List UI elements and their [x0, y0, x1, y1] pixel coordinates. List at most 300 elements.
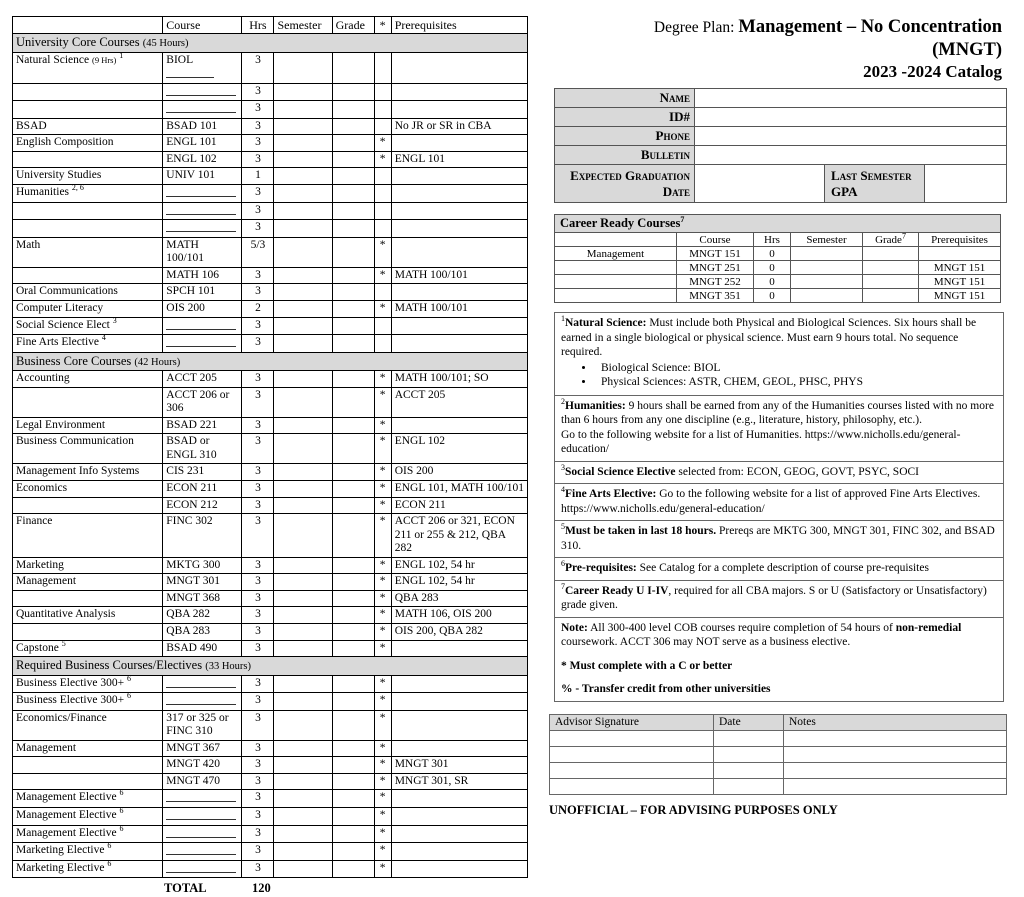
course-prerequisites [391, 825, 527, 843]
course-grade-field[interactable] [332, 464, 374, 481]
course-hours: 3 [242, 808, 274, 826]
career-ready-prerequisites: MNGT 151 [919, 261, 1001, 275]
course-area-label [13, 773, 163, 790]
course-asterisk [374, 118, 391, 135]
career-ready-col-header: Hrs [754, 233, 791, 247]
course-hours: 3 [242, 790, 274, 808]
major-title: Management – No Concentration [738, 17, 1002, 37]
course-grade-field[interactable] [332, 335, 374, 353]
last-semester-gpa-field[interactable] [925, 165, 1007, 203]
course-semester-field[interactable] [274, 740, 332, 757]
course-hours: 3 [242, 757, 274, 774]
course-hours: 3 [242, 640, 274, 657]
course-code[interactable]: MKTG 300 [163, 557, 242, 574]
advisor-signature-field[interactable] [550, 730, 714, 746]
advisor-signature-table [549, 714, 1007, 795]
plan-col-header: * [374, 17, 391, 34]
course-hours: 3 [242, 387, 274, 417]
career-ready-hours: 0 [754, 247, 791, 261]
course-area-label: Marketing Elective $^6$ [13, 843, 163, 861]
career-ready-title-row [555, 215, 1001, 233]
course-asterisk: * [374, 151, 391, 168]
course-grade-field[interactable] [332, 693, 374, 711]
career-ready-area [555, 261, 677, 275]
course-prerequisites: ACCT 205 [391, 387, 527, 417]
course-grade-field[interactable] [332, 773, 374, 790]
course-code[interactable]: BIOL [163, 52, 242, 83]
course-prerequisites [391, 808, 527, 826]
course-prerequisites: ENGL 102, 54 hr [391, 557, 527, 574]
course-semester-field[interactable] [274, 825, 332, 843]
bulletin-field[interactable] [695, 146, 1007, 165]
student-info-table [554, 88, 1007, 203]
course-grade-field[interactable] [332, 514, 374, 558]
course-code[interactable] [163, 202, 242, 220]
course-prerequisites [391, 220, 527, 238]
advisor-notes-field[interactable] [784, 746, 1007, 762]
phone-label: Phone [555, 127, 695, 146]
course-grade-field[interactable] [332, 607, 374, 624]
course-code[interactable]: BSAD or ENGL 310 [163, 434, 242, 464]
course-code[interactable]: ENGL 102 [163, 151, 242, 168]
course-hours: 3 [242, 151, 274, 168]
catalog-year: 2023 -2024 Catalog [863, 62, 1002, 82]
course-semester-field[interactable] [274, 267, 332, 284]
footnote-3-body: selected from: ECON, GEOG, GOVT, PSYC, SOCI [675, 465, 920, 478]
career-ready-grade-field[interactable] [863, 289, 919, 303]
course-hours: 3 [242, 135, 274, 152]
plan-course-row [13, 434, 528, 464]
plan-course-row [13, 557, 528, 574]
course-asterisk: * [374, 693, 391, 711]
course-area-label [13, 497, 163, 514]
plan-course-row [13, 574, 528, 591]
course-semester-field[interactable] [274, 480, 332, 497]
course-semester-field[interactable] [274, 675, 332, 693]
course-area-label: Natural Science (9 Hrs) $^1$ [13, 52, 163, 83]
plan-course-row [13, 464, 528, 481]
course-asterisk: * [374, 590, 391, 607]
career-ready-col-header: Grade$^7$ [863, 233, 919, 247]
course-asterisk: * [374, 825, 391, 843]
advisor-col-header: Date [714, 714, 784, 730]
course-prerequisites: MNGT 301, SR [391, 773, 527, 790]
course-area-label: Oral Communications [13, 284, 163, 301]
course-code[interactable] [163, 808, 242, 826]
course-semester-field[interactable] [274, 371, 332, 388]
course-asterisk: * [374, 135, 391, 152]
career-ready-semester-field[interactable] [791, 275, 863, 289]
phone-field[interactable] [695, 127, 1007, 146]
course-grade-field[interactable] [332, 790, 374, 808]
course-code[interactable]: CIS 231 [163, 464, 242, 481]
footnote-4 [554, 483, 1004, 520]
course-area-label [13, 624, 163, 641]
advisor-row [550, 762, 1007, 778]
course-prerequisites [391, 710, 527, 740]
career-ready-prerequisites [919, 247, 1001, 261]
course-semester-field[interactable] [274, 202, 332, 220]
course-semester-field[interactable] [274, 860, 332, 878]
course-code[interactable]: MNGT 420 [163, 757, 242, 774]
course-hours: 3 [242, 710, 274, 740]
career-ready-grade-field[interactable] [863, 261, 919, 275]
unofficial-footer: UNOFFICIAL – FOR ADVISING PURPOSES ONLY [549, 802, 838, 817]
plan-col-header: Semester [274, 17, 332, 34]
course-area-label: Marketing Elective $^6$ [13, 860, 163, 878]
plan-course-row [13, 300, 528, 317]
course-semester-field[interactable] [274, 590, 332, 607]
course-grade-field[interactable] [332, 202, 374, 220]
course-grade-field[interactable] [332, 740, 374, 757]
plan-section-header [13, 657, 528, 675]
plan-course-row [13, 624, 528, 641]
footnote-7-title: Career Ready U I-IV [565, 584, 669, 597]
course-semester-field[interactable] [274, 118, 332, 135]
course-grade-field[interactable] [332, 480, 374, 497]
advisor-notes-field[interactable] [784, 762, 1007, 778]
advisor-notes-field[interactable] [784, 778, 1007, 794]
course-area-label [13, 757, 163, 774]
plan-course-row [13, 693, 528, 711]
course-hours: 3 [242, 860, 274, 878]
advisor-date-field[interactable] [714, 746, 784, 762]
course-prerequisites: ENGL 101 [391, 151, 527, 168]
course-semester-field[interactable] [274, 52, 332, 83]
course-grade-field[interactable] [332, 808, 374, 826]
advisor-signature-field[interactable] [550, 778, 714, 794]
course-code[interactable]: ECON 212 [163, 497, 242, 514]
course-prerequisites: ECON 211 [391, 497, 527, 514]
section-title: Business Core Courses (42 Hours) [13, 352, 528, 370]
plan-course-row [13, 284, 528, 301]
plan-course-row [13, 135, 528, 152]
course-code[interactable]: FINC 302 [163, 514, 242, 558]
course-grade-field[interactable] [332, 151, 374, 168]
course-semester-field[interactable] [274, 185, 332, 203]
course-grade-field[interactable] [332, 434, 374, 464]
course-grade-field[interactable] [332, 825, 374, 843]
course-prerequisites [391, 237, 527, 267]
course-hours: 3 [242, 83, 274, 101]
course-semester-field[interactable] [274, 790, 332, 808]
course-semester-field[interactable] [274, 284, 332, 301]
footnote-4-body: Go to the following website for a list of approved Fine Arts Electives. [656, 488, 981, 501]
career-ready-semester-field[interactable] [791, 261, 863, 275]
career-ready-semester-field[interactable] [791, 289, 863, 303]
footnote-1-bullet-biological: • Biological Science: BIOL [595, 361, 997, 375]
course-area-label [13, 83, 163, 101]
course-asterisk: * [374, 773, 391, 790]
advisor-col-header: Advisor Signature [550, 714, 714, 730]
course-prerequisites [391, 135, 527, 152]
course-grade-field[interactable] [332, 284, 374, 301]
course-grade-field[interactable] [332, 135, 374, 152]
course-grade-field[interactable] [332, 185, 374, 203]
plan-course-row [13, 514, 528, 558]
course-asterisk [374, 83, 391, 101]
career-ready-header-row [555, 233, 1001, 247]
advisor-date-field[interactable] [714, 730, 784, 746]
course-hours: 3 [242, 335, 274, 353]
advisor-header-row [550, 714, 1007, 730]
course-hours: 2 [242, 300, 274, 317]
course-hours: 3 [242, 624, 274, 641]
course-area-label: University Studies [13, 168, 163, 185]
general-note-label: Note: [561, 621, 588, 634]
course-code[interactable]: ENGL 101 [163, 135, 242, 152]
course-area-label: Management Elective $^6$ [13, 790, 163, 808]
course-grade-field[interactable] [332, 590, 374, 607]
plan-course-row [13, 843, 528, 861]
course-grade-field[interactable] [332, 574, 374, 591]
course-grade-field[interactable] [332, 371, 374, 388]
course-code[interactable] [163, 101, 242, 119]
course-grade-field[interactable] [332, 300, 374, 317]
course-code[interactable] [163, 220, 242, 238]
course-asterisk [374, 168, 391, 185]
advisor-col-header: Notes [784, 714, 1007, 730]
total-row [12, 881, 528, 897]
course-code[interactable] [163, 790, 242, 808]
career-ready-grade-field[interactable] [863, 247, 919, 261]
course-area-label: Legal Environment [13, 417, 163, 434]
course-semester-field[interactable] [274, 101, 332, 119]
course-code[interactable]: BSAD 490 [163, 640, 242, 657]
course-asterisk: * [374, 808, 391, 826]
plan-course-row [13, 607, 528, 624]
footnote-2 [554, 395, 1004, 461]
course-code[interactable]: UNIV 101 [163, 168, 242, 185]
career-ready-hours: 0 [754, 275, 791, 289]
course-grade-field[interactable] [332, 52, 374, 83]
course-semester-field[interactable] [274, 237, 332, 267]
course-area-label: Business Elective 300+ $^6$ [13, 693, 163, 711]
course-area-label: Computer Literacy [13, 300, 163, 317]
course-area-label: Business Communication [13, 434, 163, 464]
course-grade-field[interactable] [332, 417, 374, 434]
career-ready-grade-field[interactable] [863, 275, 919, 289]
course-code[interactable]: MNGT 470 [163, 773, 242, 790]
advisor-signature-field[interactable] [550, 762, 714, 778]
course-semester-field[interactable] [274, 843, 332, 861]
plan-course-row [13, 371, 528, 388]
career-ready-row [555, 289, 1001, 303]
course-semester-field[interactable] [274, 335, 332, 353]
footnote-3-title: Social Science Elective [565, 465, 676, 478]
course-asterisk: * [374, 434, 391, 464]
course-area-label [13, 220, 163, 238]
footnote-6 [554, 557, 1004, 579]
plan-course-row [13, 417, 528, 434]
course-code[interactable] [163, 675, 242, 693]
course-semester-field[interactable] [274, 83, 332, 101]
course-grade-field[interactable] [332, 387, 374, 417]
course-prerequisites: ENGL 101, MATH 100/101 [391, 480, 527, 497]
course-code[interactable]: ECON 211 [163, 480, 242, 497]
course-semester-field[interactable] [274, 693, 332, 711]
career-ready-area [555, 289, 677, 303]
course-grade-field[interactable] [332, 497, 374, 514]
course-area-label [13, 267, 163, 284]
course-code[interactable]: QBA 283 [163, 624, 242, 641]
course-code[interactable]: MATH 100/101 [163, 237, 242, 267]
course-semester-field[interactable] [274, 417, 332, 434]
info-row-id [555, 108, 1007, 127]
footnote-3 [554, 461, 1004, 483]
course-asterisk: * [374, 757, 391, 774]
course-code[interactable] [163, 825, 242, 843]
footnote-6-marker: 6 [561, 559, 565, 569]
course-code[interactable]: BSAD 101 [163, 118, 242, 135]
course-semester-field[interactable] [274, 514, 332, 558]
course-hours: 3 [242, 434, 274, 464]
course-semester-field[interactable] [274, 135, 332, 152]
course-prerequisites: MNGT 301 [391, 757, 527, 774]
career-ready-prerequisites: MNGT 151 [919, 289, 1001, 303]
course-semester-field[interactable] [274, 607, 332, 624]
course-grade-field[interactable] [332, 843, 374, 861]
course-grade-field[interactable] [332, 675, 374, 693]
name-field[interactable] [695, 89, 1007, 108]
course-asterisk: * [374, 514, 391, 558]
course-semester-field[interactable] [274, 497, 332, 514]
course-semester-field[interactable] [274, 464, 332, 481]
course-code[interactable]: 317 or 325 or FINC 310 [163, 710, 242, 740]
course-code[interactable]: MNGT 367 [163, 740, 242, 757]
course-code[interactable]: MATH 106 [163, 267, 242, 284]
course-prerequisites [391, 843, 527, 861]
course-code[interactable] [163, 317, 242, 335]
course-code[interactable] [163, 843, 242, 861]
course-code[interactable]: OIS 200 [163, 300, 242, 317]
course-code[interactable] [163, 185, 242, 203]
course-code[interactable]: BSAD 221 [163, 417, 242, 434]
course-semester-field[interactable] [274, 808, 332, 826]
info-row-bulletin [555, 146, 1007, 165]
course-hours: 3 [242, 740, 274, 757]
course-code[interactable]: MNGT 301 [163, 574, 242, 591]
course-grade-field[interactable] [332, 860, 374, 878]
plan-course-row [13, 267, 528, 284]
course-code[interactable] [163, 860, 242, 878]
course-code[interactable] [163, 83, 242, 101]
course-asterisk: * [374, 497, 391, 514]
course-plan-column [12, 16, 528, 897]
course-asterisk: * [374, 710, 391, 740]
course-code[interactable]: QBA 282 [163, 607, 242, 624]
course-grade-field[interactable] [332, 710, 374, 740]
course-prerequisites [391, 693, 527, 711]
footnote-7-body: , required for all CBA majors. S or U (Satisfactory or Unsatisfactory) grade given. [561, 584, 987, 612]
course-grade-field[interactable] [332, 101, 374, 119]
course-code[interactable]: ACCT 205 [163, 371, 242, 388]
footnote-2-body: 9 hours shall be earned from any of the Humanities courses listed with no more than 6 hours from any one discipline (e.g., literature, history, philosophy, etc.). [561, 399, 994, 427]
course-area-label: Quantitative Analysis [13, 607, 163, 624]
course-semester-field[interactable] [274, 220, 332, 238]
course-code[interactable] [163, 335, 242, 353]
plan-course-row [13, 83, 528, 101]
course-code[interactable]: SPCH 101 [163, 284, 242, 301]
course-grade-field[interactable] [332, 624, 374, 641]
course-area-label: Capstone $^5$ [13, 640, 163, 657]
course-semester-field[interactable] [274, 168, 332, 185]
advisor-notes-field[interactable] [784, 730, 1007, 746]
plan-header-row [13, 17, 528, 34]
course-grade-field[interactable] [332, 168, 374, 185]
course-asterisk [374, 202, 391, 220]
course-semester-field[interactable] [274, 387, 332, 417]
course-semester-field[interactable] [274, 557, 332, 574]
degree-plan-label: Degree Plan: [653, 19, 735, 36]
info-row-graduation [555, 165, 1007, 203]
course-area-label [13, 387, 163, 417]
plan-course-row [13, 860, 528, 878]
expected-graduation-field[interactable] [695, 165, 825, 203]
course-semester-field[interactable] [274, 710, 332, 740]
course-grade-field[interactable] [332, 640, 374, 657]
career-ready-hours: 0 [754, 289, 791, 303]
course-semester-field[interactable] [274, 434, 332, 464]
course-grade-field[interactable] [332, 557, 374, 574]
course-semester-field[interactable] [274, 757, 332, 774]
footnote-6-body: See Catalog for a complete description of course pre-requisites [636, 562, 929, 575]
course-grade-field[interactable] [332, 220, 374, 238]
course-semester-field[interactable] [274, 317, 332, 335]
course-hours: 3 [242, 693, 274, 711]
footnote-1-bullet-physical: • Physical Sciences: ASTR, CHEM, GEOL, PHSC, PHYS [595, 375, 997, 389]
course-semester-field[interactable] [274, 300, 332, 317]
course-semester-field[interactable] [274, 151, 332, 168]
course-grade-field[interactable] [332, 118, 374, 135]
career-ready-semester-field[interactable] [791, 247, 863, 261]
asterisk-note: * Must complete with a C or better [561, 659, 733, 672]
career-ready-row [555, 247, 1001, 261]
course-grade-field[interactable] [332, 83, 374, 101]
course-area-label: Business Elective 300+ $^6$ [13, 675, 163, 693]
plan-course-row [13, 825, 528, 843]
course-hours: 3 [242, 773, 274, 790]
course-code[interactable]: ACCT 206 or 306 [163, 387, 242, 417]
course-grade-field[interactable] [332, 237, 374, 267]
advisor-date-field[interactable] [714, 778, 784, 794]
course-hours: 3 [242, 557, 274, 574]
course-prerequisites [391, 317, 527, 335]
course-semester-field[interactable] [274, 574, 332, 591]
course-grade-field[interactable] [332, 757, 374, 774]
major-code: (MNGT) [932, 39, 1002, 60]
course-semester-field[interactable] [274, 640, 332, 657]
course-hours: 3 [242, 52, 274, 83]
course-asterisk [374, 335, 391, 353]
course-area-label [13, 202, 163, 220]
course-asterisk: * [374, 387, 391, 417]
course-semester-field[interactable] [274, 624, 332, 641]
advisor-date-field[interactable] [714, 762, 784, 778]
advisor-signature-field[interactable] [550, 746, 714, 762]
plan-section-header [13, 34, 528, 52]
course-code[interactable]: MNGT 368 [163, 590, 242, 607]
course-grade-field[interactable] [332, 317, 374, 335]
id-field[interactable] [695, 108, 1007, 127]
course-grade-field[interactable] [332, 267, 374, 284]
career-ready-area: Management [555, 247, 677, 261]
plan-course-row [13, 335, 528, 353]
plan-course-row [13, 220, 528, 238]
course-code[interactable] [163, 693, 242, 711]
course-semester-field[interactable] [274, 773, 332, 790]
course-area-label [13, 590, 163, 607]
